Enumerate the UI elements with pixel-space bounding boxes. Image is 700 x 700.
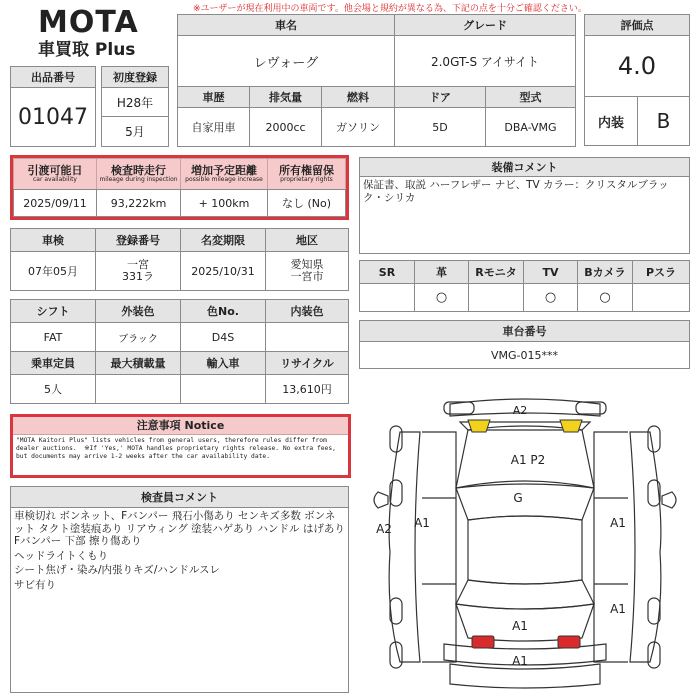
spec-header-history: 車歴 bbox=[177, 86, 250, 108]
shift-header: シフト bbox=[10, 299, 96, 323]
grade-label: グレード bbox=[394, 14, 576, 36]
equip-header-slide-door: Pスラ bbox=[632, 260, 690, 284]
mileage-header bbox=[96, 158, 181, 190]
interior-label: 内装 bbox=[584, 96, 638, 146]
name-change-header: 名変期限 bbox=[180, 228, 266, 252]
equip-header-sunroof: SR bbox=[359, 260, 415, 284]
rear-damage-mark bbox=[472, 636, 494, 648]
shift-value: FAT bbox=[10, 322, 96, 352]
capacity-header: 乗車定員 bbox=[10, 351, 96, 375]
label-roof: G bbox=[513, 491, 523, 505]
rear-damage-mark bbox=[558, 636, 580, 648]
notice-box bbox=[10, 414, 351, 478]
color-number-header: 色No. bbox=[180, 299, 266, 323]
mileage-increase-header bbox=[180, 158, 268, 190]
spec-value-history: 自家用車 bbox=[177, 107, 250, 147]
district-value: 愛知県 一宮市 bbox=[265, 251, 349, 291]
spec-value-displacement: 2000cc bbox=[249, 107, 322, 147]
car-damage-diagram bbox=[360, 392, 690, 698]
exterior-color-value: ブラック bbox=[95, 322, 181, 352]
proprietary-header-main: 所有権留保 bbox=[279, 164, 334, 178]
proprietary-header-sub: proprietary rights bbox=[280, 175, 333, 183]
recycle-value: 13,610円 bbox=[265, 374, 349, 404]
spec-header-fuel: 燃料 bbox=[321, 86, 395, 108]
max-load-header: 最大積載量 bbox=[95, 351, 181, 375]
equip-header-tv: TV bbox=[523, 260, 578, 284]
recycle-header: リサイクル bbox=[265, 351, 349, 375]
label-rear-bumper: A1 bbox=[512, 654, 528, 668]
first-reg-month: 5月 bbox=[101, 116, 169, 147]
notice-text: "MOTA Kaitori Plus" lists vehicles from general users, therefore rules differ from dealer auctions. ※If 'Yes,' MOTA handles proprietary rights release. No extra fees, but documents may arrive 1-2 weeks after the car availability date. bbox=[16, 437, 340, 460]
equipment-comment-box bbox=[359, 176, 690, 254]
inspector-line: シート焦げ・染み/内張りキズ/ハンドルスレ bbox=[14, 564, 221, 577]
first-reg-year: H28年 bbox=[101, 87, 169, 117]
inspector-label: 検査員コメント bbox=[10, 486, 349, 508]
notice-label: 注意事項 Notice bbox=[13, 417, 348, 435]
import-value bbox=[180, 374, 266, 404]
score-value: 4.0 bbox=[584, 35, 690, 97]
import-header: 輸入車 bbox=[180, 351, 266, 375]
chassis-label: 車台番号 bbox=[359, 320, 690, 342]
inspector-line: サビ有り bbox=[14, 578, 56, 591]
mileage-increase-value: + 100km bbox=[180, 189, 268, 217]
inspection-header: 車検 bbox=[10, 228, 96, 252]
equip-header-back-camera: Bカメラ bbox=[577, 260, 633, 284]
equip-mark-rear-monitor bbox=[468, 283, 524, 312]
label-top-bumper: A2 bbox=[512, 404, 528, 417]
equip-header-leather: 革 bbox=[414, 260, 469, 284]
inspector-line: 車検切れ ボンネット、Fバンパー 飛石小傷あり センキズ多数 ボンネット タクト塗装痕あり リアウィング 塗装ハゲあり ハンドル はげあり Fバンパー 下部 擦り傷あり bbox=[14, 510, 345, 548]
logo-sub: 車買取 Plus bbox=[38, 40, 136, 60]
spec-value-fuel: ガソリン bbox=[321, 107, 395, 147]
reg-number-value: 一宮 331ラ bbox=[95, 251, 181, 291]
chassis-value: VMG-015*** bbox=[359, 341, 690, 369]
proprietary-header bbox=[267, 158, 346, 190]
spec-header-displacement: 排気量 bbox=[249, 86, 322, 108]
proprietary-value: なし (No) bbox=[267, 189, 346, 217]
equip-mark-back-camera: ○ bbox=[577, 283, 633, 312]
top-notice: ※ユーザーが現在利用中の車両です。他会場と規約が異なる為、下記の点を十分ご確認ください。 bbox=[193, 4, 587, 13]
exterior-color-header: 外装色 bbox=[95, 299, 181, 323]
spec-value-doors: 5D bbox=[394, 107, 486, 147]
max-load-value bbox=[95, 374, 181, 404]
label-right-door: A1 bbox=[610, 516, 626, 530]
listing-value: 01047 bbox=[10, 87, 96, 147]
label-hood: A1 P2 bbox=[510, 453, 546, 467]
label-left-front: A2 bbox=[376, 522, 392, 536]
label-trunk: A1 bbox=[512, 619, 528, 633]
mileage-header-sub: mileage during inspection bbox=[99, 175, 178, 183]
score-label: 評価点 bbox=[584, 14, 690, 36]
inspector-line: ヘッドライトくもり bbox=[14, 549, 109, 562]
inspector-box bbox=[10, 507, 349, 693]
spec-header-doors: ドア bbox=[394, 86, 486, 108]
label-left-door: A1 bbox=[414, 516, 430, 530]
car-name-label: 車名 bbox=[177, 14, 395, 36]
equip-mark-sunroof bbox=[359, 283, 415, 312]
grade-value: 2.0GT-S アイサイト bbox=[394, 35, 576, 87]
mileage-header-main: 検査時走行 bbox=[111, 164, 166, 178]
front-damage-mark bbox=[468, 420, 490, 432]
equipment-comment-label: 装備コメント bbox=[359, 157, 690, 177]
availability-header-sub: car availability bbox=[33, 175, 77, 183]
label-right-rear: A1 bbox=[610, 602, 626, 616]
equip-mark-slide-door bbox=[632, 283, 690, 312]
interior-color-header: 内装色 bbox=[265, 299, 349, 323]
name-change-value: 2025/10/31 bbox=[180, 251, 266, 291]
interior-value: B bbox=[637, 96, 690, 146]
front-damage-mark bbox=[560, 420, 582, 432]
equipment-comment-value: 保証書、取説 ハーフレザー ナビ、TV カラー：クリスタルブラック・シリカ bbox=[363, 179, 669, 204]
mileage-value: 93,222km bbox=[96, 189, 181, 217]
equip-mark-leather: ○ bbox=[414, 283, 469, 312]
mileage-increase-header-main: 増加予定距離 bbox=[191, 164, 257, 178]
first-reg-label: 初度登録 bbox=[101, 66, 169, 88]
equip-mark-tv: ○ bbox=[523, 283, 578, 312]
availability-header-main: 引渡可能日 bbox=[27, 164, 83, 178]
color-number-value: D4S bbox=[180, 322, 266, 352]
capacity-value: 5人 bbox=[10, 374, 96, 404]
logo-brand: MOTA bbox=[38, 5, 139, 40]
equip-header-rear-monitor: Rモニタ bbox=[468, 260, 524, 284]
mota-logo bbox=[38, 6, 168, 62]
district-header: 地区 bbox=[265, 228, 349, 252]
listing-label: 出品番号 bbox=[10, 66, 96, 88]
reg-number-header: 登録番号 bbox=[95, 228, 181, 252]
spec-value-model: DBA-VMG bbox=[485, 107, 576, 147]
availability-value: 2025/09/11 bbox=[13, 189, 97, 217]
mileage-increase-header-sub: possible mileage increase bbox=[185, 175, 263, 183]
interior-color-value bbox=[265, 322, 349, 352]
inspection-value: 07年05月 bbox=[10, 251, 96, 291]
availability-header bbox=[13, 158, 97, 190]
spec-header-model: 型式 bbox=[485, 86, 576, 108]
car-name-value: レヴォーグ bbox=[177, 35, 395, 87]
